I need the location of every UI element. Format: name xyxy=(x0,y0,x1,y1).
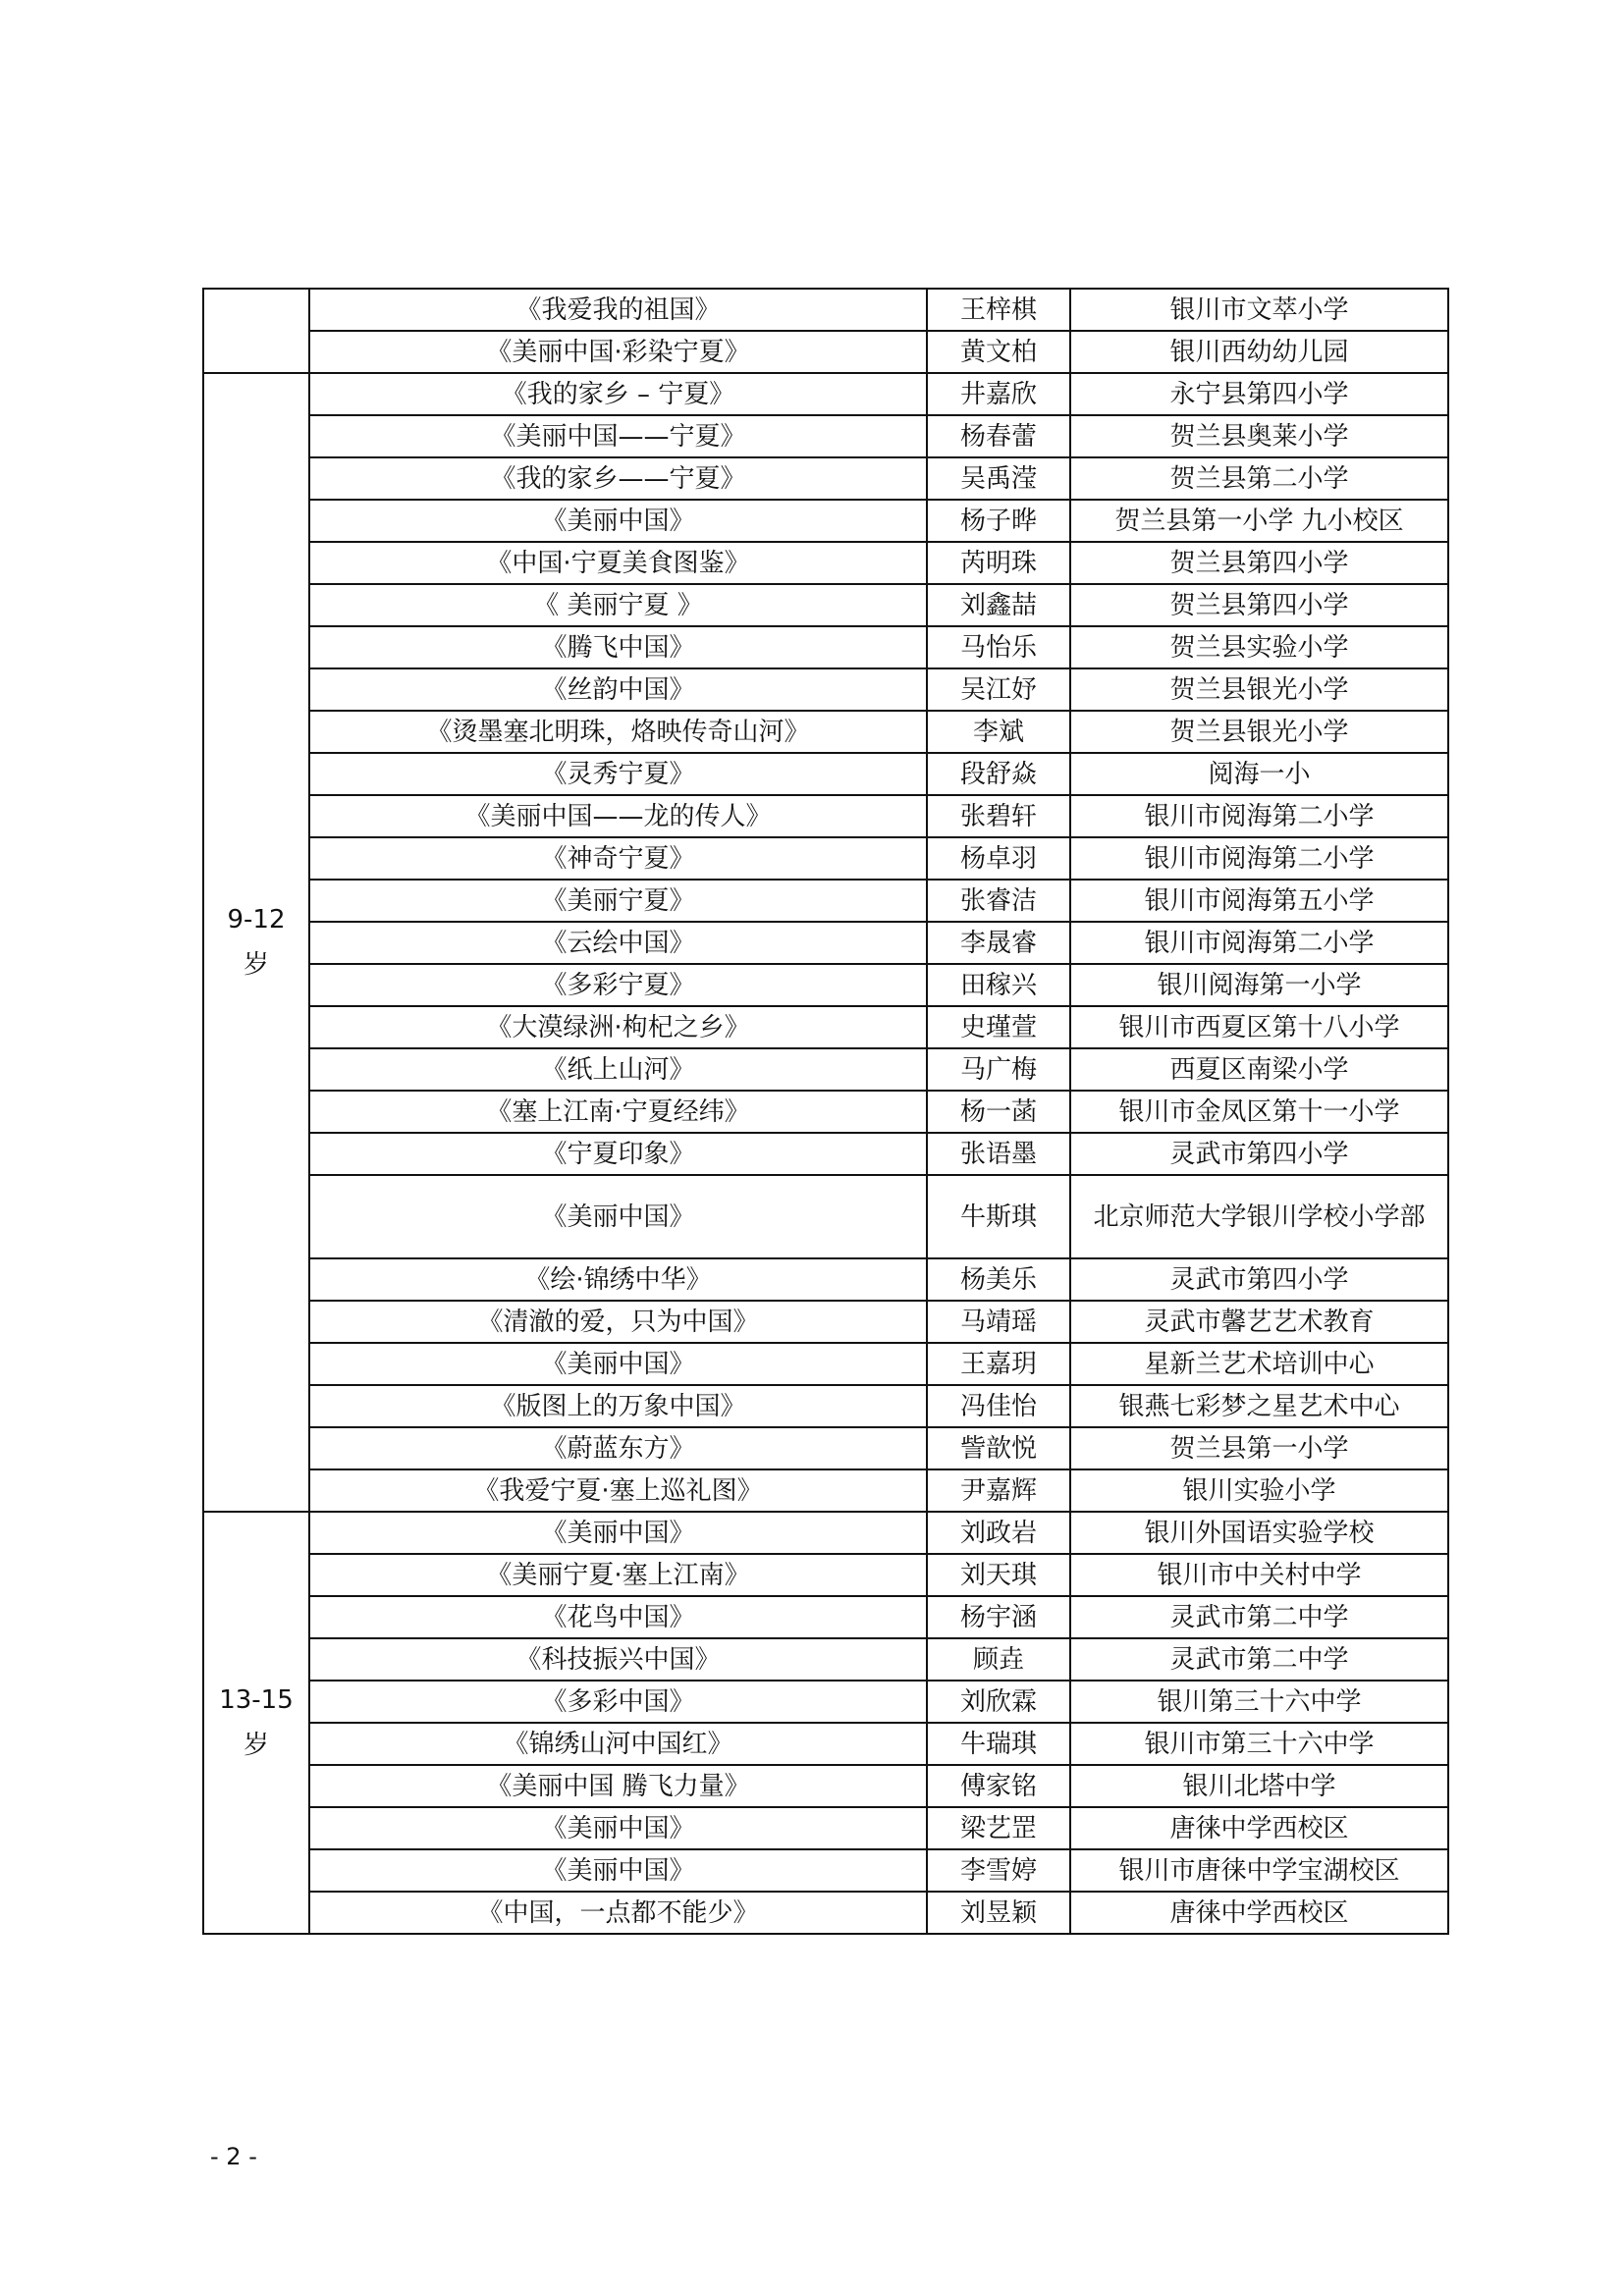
table-row xyxy=(203,331,1448,373)
author-name-cell: 刘政岩 xyxy=(927,1512,1070,1554)
table-row xyxy=(203,1554,1448,1596)
artwork-title-cell: 《美丽中国》 xyxy=(309,1512,927,1554)
school-name-cell: 银川市阅海第二小学 xyxy=(1070,837,1448,880)
author-name-cell: 王梓棋 xyxy=(927,289,1070,331)
table-row xyxy=(203,1596,1448,1638)
table-row xyxy=(203,1512,1448,1554)
school-name-cell: 永宁县第四小学 xyxy=(1070,373,1448,415)
table-row xyxy=(203,1807,1448,1849)
artwork-title-cell: 《云绘中国》 xyxy=(309,922,927,964)
age-group-cell xyxy=(203,1512,309,1934)
artwork-title-cell: 《我的家乡 – 宁夏》 xyxy=(309,373,927,415)
author-name-cell: 黄文柏 xyxy=(927,331,1070,373)
artwork-title-cell: 《多彩宁夏》 xyxy=(309,964,927,1006)
school-name-cell: 银川市文萃小学 xyxy=(1070,289,1448,331)
table-row xyxy=(203,1765,1448,1807)
school-name-cell: 银川市金凤区第十一小学 xyxy=(1070,1091,1448,1133)
artwork-title-cell: 《中国，一点都不能少》 xyxy=(309,1892,927,1934)
table-row xyxy=(203,1343,1448,1385)
author-name-cell: 李斌 xyxy=(927,711,1070,753)
author-name-cell: 杨宇涵 xyxy=(927,1596,1070,1638)
school-name-cell: 唐徕中学西校区 xyxy=(1070,1892,1448,1934)
author-name-cell: 刘鑫喆 xyxy=(927,584,1070,626)
artwork-title-cell: 《宁夏印象》 xyxy=(309,1133,927,1175)
table-row xyxy=(203,373,1448,415)
school-name-cell: 灵武市第二中学 xyxy=(1070,1638,1448,1681)
artwork-title-cell: 《 美丽宁夏 》 xyxy=(309,584,927,626)
table-row xyxy=(203,1892,1448,1934)
artwork-title-cell: 《美丽中国——龙的传人》 xyxy=(309,795,927,837)
table-row xyxy=(203,1006,1448,1048)
school-name-cell: 贺兰县第二小学 xyxy=(1070,457,1448,500)
artwork-title-cell: 《美丽中国——宁夏》 xyxy=(309,415,927,457)
author-name-cell: 吴江妤 xyxy=(927,668,1070,711)
school-name-cell: 银川市阅海第二小学 xyxy=(1070,922,1448,964)
school-name-cell: 灵武市馨艺艺术教育 xyxy=(1070,1301,1448,1343)
author-name-cell: 刘昱颖 xyxy=(927,1892,1070,1934)
artwork-title-cell: 《丝韵中国》 xyxy=(309,668,927,711)
school-name-cell: 阅海一小 xyxy=(1070,753,1448,795)
author-name-cell: 田稼兴 xyxy=(927,964,1070,1006)
age-group-label: 9-12 xyxy=(227,905,286,934)
artwork-title-cell: 《清澈的爱，只为中国》 xyxy=(309,1301,927,1343)
school-name-cell: 银川第三十六中学 xyxy=(1070,1681,1448,1723)
artwork-title-cell: 《蔚蓝东方》 xyxy=(309,1427,927,1469)
artwork-title-cell: 《美丽中国》 xyxy=(309,500,927,542)
school-name-cell: 贺兰县实验小学 xyxy=(1070,626,1448,668)
table-row xyxy=(203,1638,1448,1681)
table-row xyxy=(203,1175,1448,1258)
school-name-cell: 贺兰县第一小学 九小校区 xyxy=(1070,500,1448,542)
artwork-title-cell: 《美丽中国》 xyxy=(309,1807,927,1849)
artwork-title-cell: 《美丽中国》 xyxy=(309,1849,927,1892)
author-name-cell: 刘天琪 xyxy=(927,1554,1070,1596)
school-name-cell: 银川市唐徕中学宝湖校区 xyxy=(1070,1849,1448,1892)
artwork-title-cell: 《版图上的万象中国》 xyxy=(309,1385,927,1427)
table-row xyxy=(203,1681,1448,1723)
table-row xyxy=(203,753,1448,795)
table-row xyxy=(203,1427,1448,1469)
school-name-cell: 银燕七彩梦之星艺术中心 xyxy=(1070,1385,1448,1427)
author-name-cell: 杨卓羽 xyxy=(927,837,1070,880)
author-name-cell: 牛瑞琪 xyxy=(927,1723,1070,1765)
school-name-cell: 灵武市第二中学 xyxy=(1070,1596,1448,1638)
school-name-cell: 贺兰县第四小学 xyxy=(1070,584,1448,626)
author-name-cell: 段舒焱 xyxy=(927,753,1070,795)
artwork-title-cell: 《塞上江南·宁夏经纬》 xyxy=(309,1091,927,1133)
artwork-title-cell: 《美丽中国·彩染宁夏》 xyxy=(309,331,927,373)
artwork-title-cell: 《绘·锦绣中华》 xyxy=(309,1258,927,1301)
author-name-cell: 王嘉玥 xyxy=(927,1343,1070,1385)
age-group-cell xyxy=(203,373,309,1512)
table-row xyxy=(203,964,1448,1006)
school-name-cell: 贺兰县银光小学 xyxy=(1070,711,1448,753)
school-name-cell: 贺兰县奥莱小学 xyxy=(1070,415,1448,457)
table-row xyxy=(203,837,1448,880)
artwork-title-cell: 《大漠绿洲·枸杞之乡》 xyxy=(309,1006,927,1048)
table-row xyxy=(203,289,1448,331)
artwork-title-cell: 《我爱宁夏·塞上巡礼图》 xyxy=(309,1469,927,1512)
table-row xyxy=(203,626,1448,668)
school-name-cell: 银川北塔中学 xyxy=(1070,1765,1448,1807)
artwork-title-cell: 《灵秀宁夏》 xyxy=(309,753,927,795)
author-name-cell: 李雪婷 xyxy=(927,1849,1070,1892)
school-name-cell: 银川外国语实验学校 xyxy=(1070,1512,1448,1554)
award-list-body xyxy=(203,289,1448,1934)
artwork-title-cell: 《美丽中国 腾飞力量》 xyxy=(309,1765,927,1807)
school-name-cell: 贺兰县银光小学 xyxy=(1070,668,1448,711)
school-name-cell: 银川市中关村中学 xyxy=(1070,1554,1448,1596)
author-name-cell: 顾垚 xyxy=(927,1638,1070,1681)
table-row xyxy=(203,1849,1448,1892)
artwork-title-cell: 《多彩中国》 xyxy=(309,1681,927,1723)
school-name-cell: 银川阅海第一小学 xyxy=(1070,964,1448,1006)
author-name-cell: 杨子晔 xyxy=(927,500,1070,542)
artwork-title-cell: 《神奇宁夏》 xyxy=(309,837,927,880)
author-name-cell: 马广梅 xyxy=(927,1048,1070,1091)
school-name-cell: 银川市阅海第五小学 xyxy=(1070,880,1448,922)
author-name-cell: 杨美乐 xyxy=(927,1258,1070,1301)
author-name-cell: 杨一菡 xyxy=(927,1091,1070,1133)
award-list-table xyxy=(202,288,1449,1935)
school-name-cell: 贺兰县第一小学 xyxy=(1070,1427,1448,1469)
school-name-cell: 银川西幼幼儿园 xyxy=(1070,331,1448,373)
school-name-cell: 银川市阅海第二小学 xyxy=(1070,795,1448,837)
author-name-cell: 史瑾萱 xyxy=(927,1006,1070,1048)
author-name-cell: 张碧轩 xyxy=(927,795,1070,837)
table-row xyxy=(203,415,1448,457)
author-name-cell: 马靖瑶 xyxy=(927,1301,1070,1343)
author-name-cell: 吴禹滢 xyxy=(927,457,1070,500)
table-row xyxy=(203,584,1448,626)
table-row xyxy=(203,1469,1448,1512)
table-row xyxy=(203,711,1448,753)
school-name-cell: 银川实验小学 xyxy=(1070,1469,1448,1512)
artwork-title-cell: 《腾飞中国》 xyxy=(309,626,927,668)
school-name-cell: 银川市西夏区第十八小学 xyxy=(1070,1006,1448,1048)
artwork-title-cell: 《美丽中国》 xyxy=(309,1343,927,1385)
table-row xyxy=(203,542,1448,584)
table-row xyxy=(203,1091,1448,1133)
table-row xyxy=(203,795,1448,837)
table-row xyxy=(203,457,1448,500)
author-name-cell: 傅家铭 xyxy=(927,1765,1070,1807)
artwork-title-cell: 《中国·宁夏美食图鉴》 xyxy=(309,542,927,584)
author-name-cell: 芮明珠 xyxy=(927,542,1070,584)
author-name-cell: 冯佳怡 xyxy=(927,1385,1070,1427)
school-name-cell: 星新兰艺术培训中心 xyxy=(1070,1343,1448,1385)
table-row xyxy=(203,880,1448,922)
age-group-cell xyxy=(203,289,309,373)
table-row xyxy=(203,1133,1448,1175)
school-name-cell: 北京师范大学银川学校小学部 xyxy=(1070,1175,1448,1258)
age-group-label: 岁 xyxy=(243,1731,269,1760)
school-name-cell: 灵武市第四小学 xyxy=(1070,1258,1448,1301)
author-name-cell: 李晟睿 xyxy=(927,922,1070,964)
author-name-cell: 杨春蕾 xyxy=(927,415,1070,457)
author-name-cell: 訾歆悦 xyxy=(927,1427,1070,1469)
school-name-cell: 灵武市第四小学 xyxy=(1070,1133,1448,1175)
school-name-cell: 银川市第三十六中学 xyxy=(1070,1723,1448,1765)
school-name-cell: 贺兰县第四小学 xyxy=(1070,542,1448,584)
author-name-cell: 马怡乐 xyxy=(927,626,1070,668)
table-row xyxy=(203,500,1448,542)
author-name-cell: 尹嘉辉 xyxy=(927,1469,1070,1512)
artwork-title-cell: 《烫墨塞北明珠，烙映传奇山河》 xyxy=(309,711,927,753)
table-row xyxy=(203,1301,1448,1343)
age-group-label: 岁 xyxy=(243,950,269,980)
artwork-title-cell: 《纸上山河》 xyxy=(309,1048,927,1091)
author-name-cell: 刘欣霖 xyxy=(927,1681,1070,1723)
artwork-title-cell: 《美丽宁夏·塞上江南》 xyxy=(309,1554,927,1596)
page-number: - 2 - xyxy=(210,2143,257,2170)
author-name-cell: 井嘉欣 xyxy=(927,373,1070,415)
author-name-cell: 张语墨 xyxy=(927,1133,1070,1175)
school-name-cell: 西夏区南梁小学 xyxy=(1070,1048,1448,1091)
artwork-title-cell: 《美丽宁夏》 xyxy=(309,880,927,922)
artwork-title-cell: 《我爱我的祖国》 xyxy=(309,289,927,331)
table-row xyxy=(203,922,1448,964)
age-group-label: 13-15 xyxy=(219,1685,294,1715)
artwork-title-cell: 《美丽中国》 xyxy=(309,1175,927,1258)
artwork-title-cell: 《花鸟中国》 xyxy=(309,1596,927,1638)
table-row xyxy=(203,1048,1448,1091)
author-name-cell: 牛斯琪 xyxy=(927,1175,1070,1258)
artwork-title-cell: 《锦绣山河中国红》 xyxy=(309,1723,927,1765)
artwork-title-cell: 《我的家乡——宁夏》 xyxy=(309,457,927,500)
school-name-cell: 唐徕中学西校区 xyxy=(1070,1807,1448,1849)
table-row xyxy=(203,1723,1448,1765)
author-name-cell: 张睿洁 xyxy=(927,880,1070,922)
author-name-cell: 梁艺罡 xyxy=(927,1807,1070,1849)
table-row xyxy=(203,1258,1448,1301)
table-row xyxy=(203,668,1448,711)
table-row xyxy=(203,1385,1448,1427)
artwork-title-cell: 《科技振兴中国》 xyxy=(309,1638,927,1681)
